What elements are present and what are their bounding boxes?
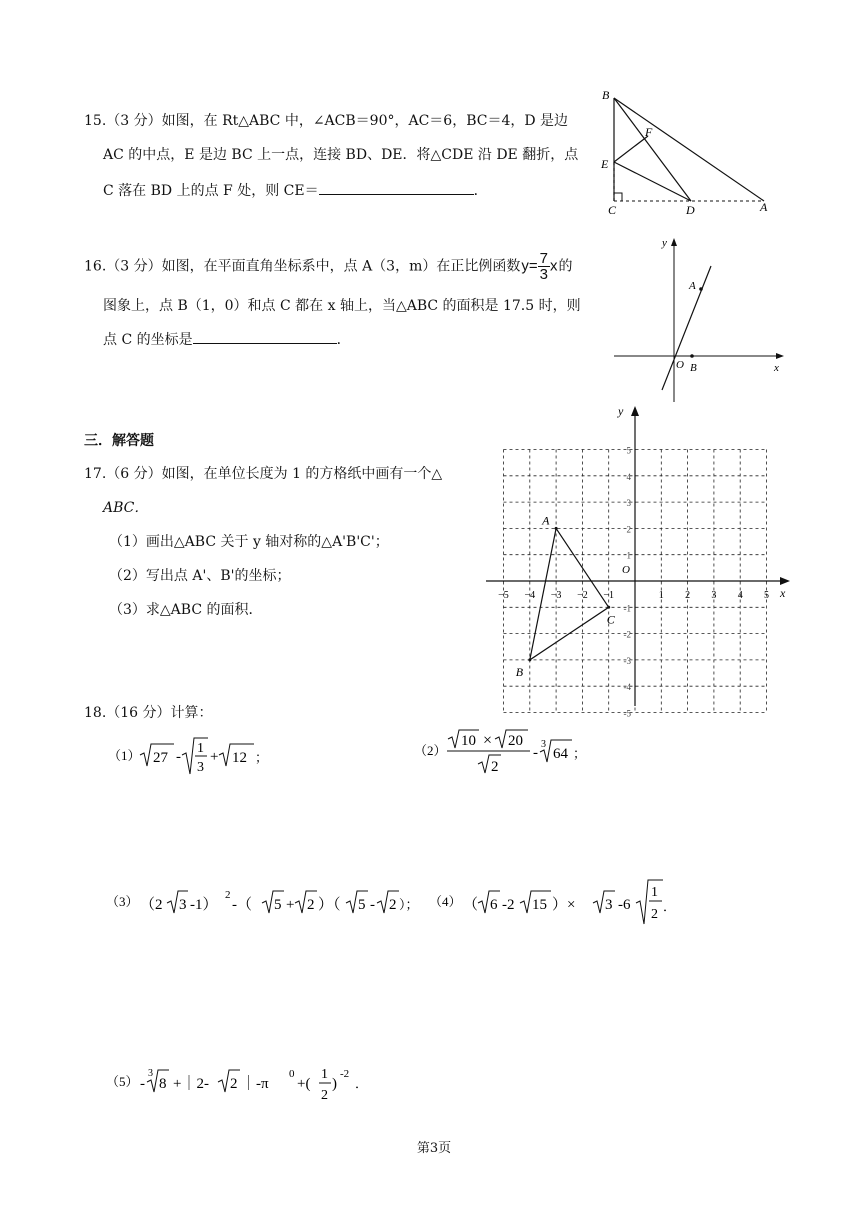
q18-p5-radicand1: 8 (159, 1076, 167, 1092)
q18-p3-radicand2: 5 (274, 897, 282, 913)
point-c-label: C (606, 612, 615, 627)
q16-line3-text: 点 C 的坐标是 (103, 332, 193, 348)
q15-line1: 15.（3 分）如图，在 Rt△ABC 中，∠ACB＝90°，AC＝6，BC＝4，D 是边 (84, 113, 569, 129)
y-tick-label: 5 (626, 445, 631, 456)
x-axis-arrow (780, 577, 790, 585)
point-b-label: B (515, 664, 524, 679)
y-axis-arrow (631, 406, 639, 416)
q18-p4-expr-a: （ (463, 897, 479, 913)
y-tick-label: 2 (626, 524, 631, 535)
q18-p5-expr-c: +( (297, 1076, 311, 1092)
q18-p4-label: （4） (429, 894, 462, 909)
q18-p5-minus: - (140, 1076, 145, 1092)
q18-p1-minus: - (176, 749, 181, 765)
q18-p5-expr-b: ｜-π (241, 1076, 269, 1092)
q18-p5-numerator: 1 (321, 1067, 328, 1082)
q16-func-y: y= (521, 257, 538, 275)
q18-p4-expr-d: -6 (618, 897, 631, 913)
x-axis-label: x (780, 586, 786, 600)
q18-p5-expr-a: +｜2- (173, 1076, 209, 1092)
q15-figure (596, 86, 776, 216)
q18-p3-minus: - (370, 897, 375, 913)
grid-tick-labels (498, 446, 769, 719)
q18-p3-expr-d: ）（ (318, 897, 341, 913)
q15-label-c: C (608, 203, 617, 217)
q16-label-o: O (676, 359, 684, 371)
section-heading: 三．解答题 (84, 433, 154, 449)
y-tick-label: -5 (623, 708, 631, 719)
q18-p2-times: × (483, 732, 493, 749)
q18-p5-denominator: 2 (321, 1088, 328, 1103)
y-tick-label: 3 (626, 498, 631, 509)
x-tick-label: 2 (685, 590, 691, 601)
q16-label-b: B (690, 362, 697, 374)
q18-p2-radicand2: 20 (508, 733, 523, 749)
q18-p3-expr-c: -（ (232, 897, 252, 913)
q18-p4-numerator: 1 (651, 885, 658, 900)
q16-line1-text: 16.（3 分）如图，在平面直角坐标系中，点 A（3，m）在正比例函数 (84, 258, 521, 275)
y-tick-label: 1 (626, 550, 631, 561)
q18-p5-end: ． (355, 1076, 369, 1091)
q18-p4-radicand1: 6 (490, 897, 498, 913)
q18-p2-label: （2） (414, 743, 447, 758)
q15-line3-text: C 落在 BD 上的点 F 处，则 CE＝ (103, 183, 319, 199)
q17-item2: （2）写出点 A'、B'的坐标； (109, 568, 291, 584)
q18-p3-radicand3: 2 (307, 897, 315, 913)
q18-p3-exponent: 2 (225, 889, 231, 901)
q18-p5-expr-d: ) (332, 1076, 337, 1092)
origin-label: O (622, 564, 630, 576)
x-tick-label: −2 (577, 590, 588, 601)
q18-part4 (425, 876, 685, 928)
x-tick-label: 3 (711, 590, 717, 601)
q16-func-denominator: 3 (539, 266, 548, 283)
q18-p5-exponent0: 0 (289, 1068, 295, 1080)
q18-part5 (100, 1062, 380, 1110)
point-a-dot (555, 527, 558, 530)
q18-p2-minus: - (533, 745, 538, 761)
q18-p1-plus: + (210, 749, 219, 765)
q17-grid-figure (480, 398, 800, 719)
q16-answer-blank (193, 329, 337, 344)
q18-p2-radicand3: 2 (491, 759, 499, 775)
q18-p2-radicand4: 64 (553, 746, 568, 762)
x-tick-label: 1 (658, 590, 664, 601)
q18-part3 (100, 884, 420, 924)
q18-p1-label: （1） (108, 748, 141, 763)
y-tick-label: -1 (623, 603, 631, 614)
q18-p2-radicand1: 10 (461, 733, 476, 749)
x-tick-label: −3 (550, 590, 562, 601)
q18-p3-plus: + (286, 897, 295, 913)
q18-part2 (410, 728, 610, 778)
x-tick-label: 4 (737, 590, 743, 601)
q15-line3-end: ． (473, 183, 488, 199)
x-tick-label: −5 (498, 590, 509, 601)
y-tick-label: 4 (626, 471, 631, 482)
q16-func-x: x (549, 257, 558, 275)
q18-p4-expr-c: ）× (552, 897, 576, 913)
q18-p1-numerator: 1 (197, 741, 204, 756)
q15-label-b: B (602, 88, 610, 102)
x-tick-label: −1 (603, 590, 615, 601)
q18-p5-label: （5） (106, 1074, 139, 1089)
q18-p3-radicand4: 5 (358, 897, 366, 913)
q16-line3-end: ． (336, 332, 351, 348)
q15-label-d: D (686, 203, 695, 217)
q15-label-e: E (601, 157, 609, 171)
q18-p1-radicand1: 27 (153, 750, 168, 766)
q18-p4-denominator: 2 (651, 907, 658, 922)
q16-line1-end: 的 (558, 258, 573, 275)
y-tick-label: -4 (623, 682, 631, 693)
q18-p3-label: （3） (106, 894, 139, 909)
x-tick-label: 5 (764, 590, 769, 601)
q18-p3-expr-b: -1） (190, 897, 218, 913)
q15-line2: AC 的中点，E 是边 BC 上一点，连接 BD、DE．将△CDE 沿 DE 翻折，点 (103, 147, 579, 163)
y-tick-label: -2 (623, 629, 631, 640)
q17-line1: 17.（6 分）如图，在单位长度为 1 的方格纸中画有一个△ (84, 466, 443, 482)
q17-item3: （3）求△ABC 的面积． (109, 602, 263, 618)
y-axis-label: y (618, 404, 624, 418)
y-tick-label: -3 (623, 655, 631, 666)
point-b-dot (528, 658, 531, 661)
q17-item1: （1）画出△ABC 关于 y 轴对称的△A'B'C'； (109, 534, 389, 550)
q18-p3-expr-a: （2 (140, 897, 163, 913)
q18-p4-expr-b: -2 (502, 897, 515, 913)
q18-p2-root-index: 3 (541, 739, 546, 750)
q18-p5-exponent: -2 (340, 1068, 350, 1080)
q15-label-a: A (760, 200, 768, 214)
triangle-edges (530, 528, 609, 660)
q18-p5-radicand2: 2 (230, 1076, 238, 1092)
q18-title: 18.（16 分）计算： (84, 705, 213, 721)
page-number: 第3页 (416, 1141, 452, 1156)
q18-p1-radicand2: 12 (232, 750, 247, 766)
q18-p4-end: ． (663, 899, 677, 914)
q18-p3-radicand1: 3 (179, 897, 187, 913)
q16-label-y: y (662, 237, 667, 249)
q16-func-numerator: 7 (539, 250, 548, 267)
q18-p1-end: ； (255, 750, 269, 765)
q15-label-f: F (645, 125, 653, 139)
q18-p1-denominator: 3 (197, 760, 204, 775)
q16-label-x: x (774, 362, 779, 374)
q17-line2: ABC． (103, 500, 149, 516)
q15-line3 (103, 180, 488, 201)
q18-p3-expr-e: ）； (399, 897, 419, 912)
q16-figure (610, 232, 790, 407)
q16-line3 (103, 329, 351, 350)
q16-label-a: A (689, 280, 696, 292)
q16-line2: 图象上，点 B（1，0）和点 C 都在 x 轴上，当△ABC 的面积是 17.5 时，则 (103, 298, 581, 314)
point-c-dot (607, 606, 610, 609)
q18-p4-radicand2: 15 (532, 897, 547, 913)
x-tick-label: −4 (524, 590, 536, 601)
q18-p3-radicand5: 2 (389, 897, 397, 913)
q18-p4-radicand3: 3 (605, 897, 613, 913)
point-a-label: A (542, 513, 550, 528)
q18-part1 (100, 734, 290, 780)
q16-line1 (84, 251, 572, 282)
q18-p2-end: ； (573, 746, 587, 761)
q15-answer-blank (319, 180, 474, 195)
q18-p5-root-index: 3 (148, 1068, 153, 1079)
